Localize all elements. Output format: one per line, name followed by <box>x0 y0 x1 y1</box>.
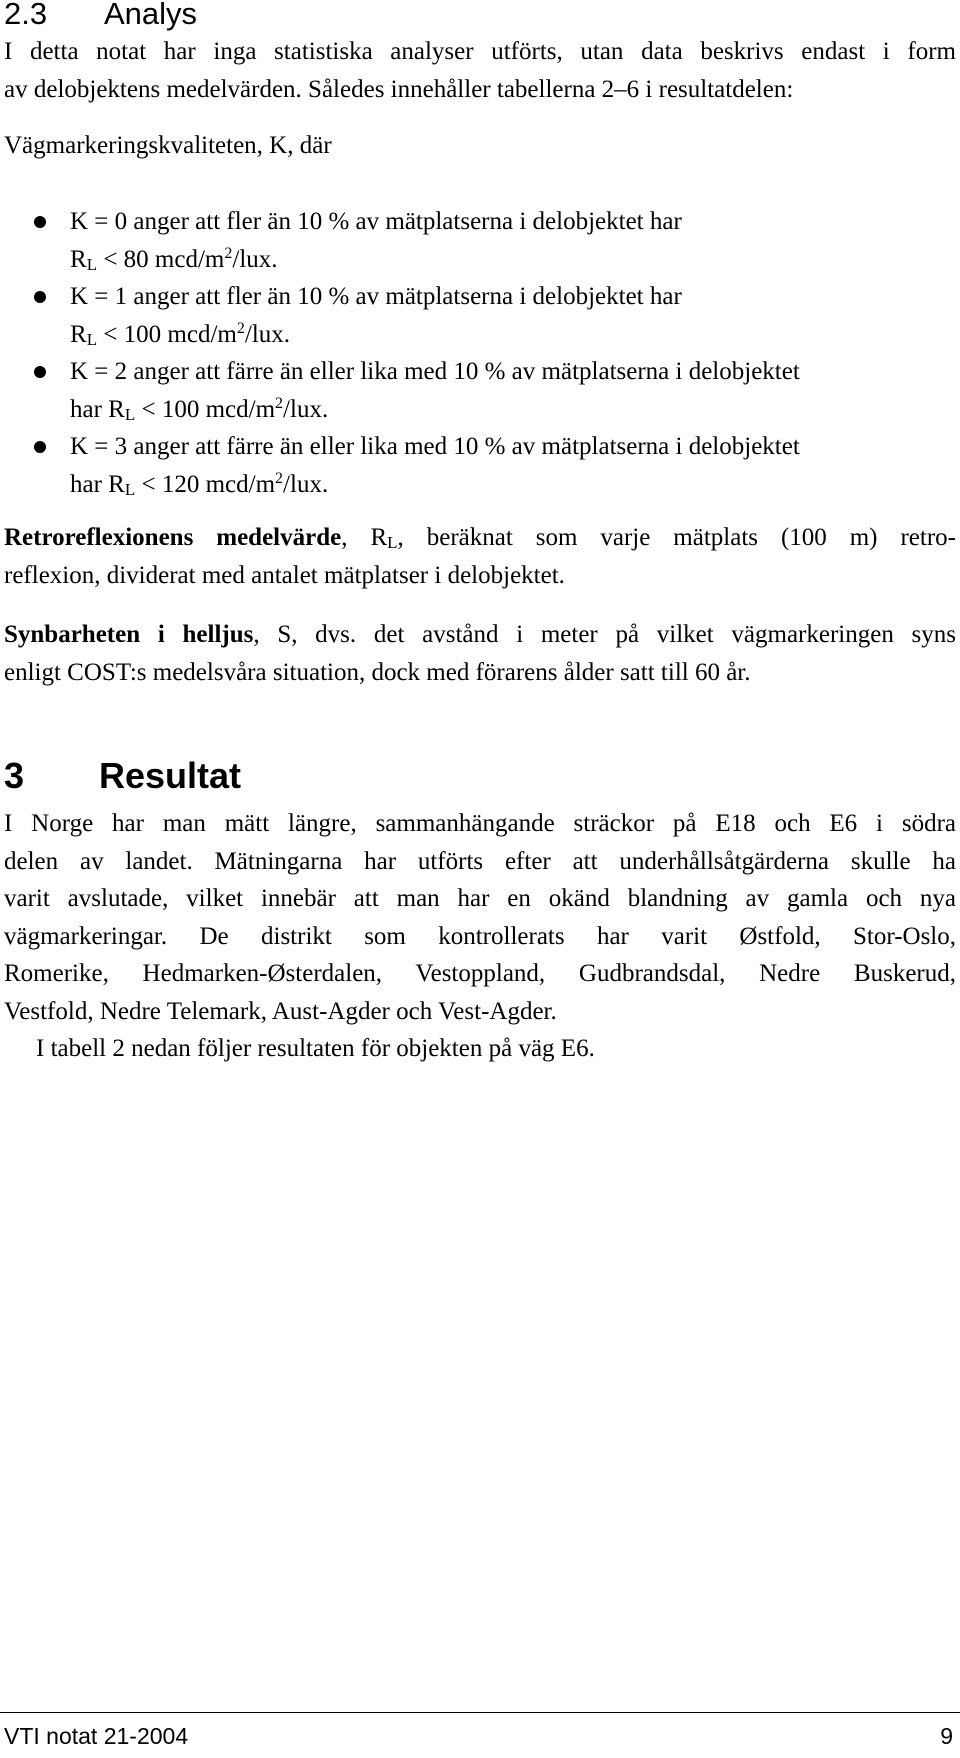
r-subscript: L <box>86 329 98 349</box>
bullet-line-1: K = 2 anger att färre än eller lika med 10 % av mätplatserna i delobjektet <box>70 358 800 385</box>
threshold-value: < 100 mcd/m <box>97 320 237 348</box>
bullet-line-2 <box>70 241 960 279</box>
tabell-line: I tabell 2 nedan följer resultaten för objekten på väg E6. <box>36 1035 595 1062</box>
r-subscript: L <box>124 479 136 499</box>
bullet-icon <box>34 291 46 303</box>
retro-text-b: , beräknat som varje mätplats (100 m) retro- <box>397 524 956 551</box>
retro-line-1 <box>4 519 956 557</box>
threshold-value: < 100 mcd/m <box>135 395 276 423</box>
intro-paragraph <box>4 33 956 108</box>
bullet-line-2 <box>70 391 960 429</box>
section-heading-2-3 <box>4 0 197 34</box>
report-id: VTI notat 21-2004 <box>4 1723 189 1749</box>
bullet-icon <box>34 216 46 228</box>
retro-text-a: , R <box>341 524 388 551</box>
r-symbol: har R <box>70 470 125 498</box>
retro-term: Retroreflexionens medelvärde <box>4 524 342 551</box>
r-subscript: L <box>86 254 98 274</box>
resultat-paragraph <box>4 805 956 1068</box>
superscript: 2 <box>236 319 245 337</box>
retroreflexion-paragraph <box>4 519 956 594</box>
page-footer <box>0 1712 960 1753</box>
bullet-icon <box>34 441 46 453</box>
section-number: 3 <box>4 755 25 796</box>
synbarhet-paragraph <box>4 616 956 691</box>
unit-end: /lux. <box>283 395 329 423</box>
r-symbol: R <box>70 245 87 273</box>
threshold-value: < 120 mcd/m <box>135 470 276 498</box>
section-heading-3 <box>4 754 241 798</box>
resultat-line: I Norge har man mätt längre, sammanhängande sträckor på E18 och E6 i södra <box>4 810 956 837</box>
intro-line-1: I detta notat har inga statistiska analyser utförts, utan data beskrivs endast i form <box>4 38 956 65</box>
synbarhet-text: , S, dvs. det avstånd i meter på vilket vägmarkeringen syns <box>253 621 957 648</box>
unit-end: /lux. <box>232 245 278 273</box>
superscript: 2 <box>275 469 284 487</box>
k-bullet-list <box>0 203 960 503</box>
unit-end: /lux. <box>283 470 329 498</box>
synbarhet-line-1 <box>4 616 956 654</box>
section-title: Analys <box>104 0 198 31</box>
synbarhet-term: Synbarheten i helljus <box>4 621 254 648</box>
page-number: 9 <box>940 1723 953 1749</box>
resultat-line: Romerike, Hedmarken-Østerdalen, Vestoppland, Gudbrandsdal, Nedre Buskerud, <box>4 960 956 987</box>
superscript: 2 <box>224 244 233 262</box>
unit-end: /lux. <box>244 320 291 348</box>
r-symbol: R <box>70 320 87 348</box>
resultat-line: delen av landet. Mätningarna har utförts efter att underhållsåtgärderna skulle ha <box>4 847 956 875</box>
resultat-line: varit avslutade, vilket innebär att man har en okänd blandning av gamla och nya <box>4 885 956 912</box>
r-subscript: L <box>387 533 398 552</box>
resultat-line: vägmarkeringar. De distrikt som kontrollerats har varit Østfold, Stor-Oslo, <box>4 922 956 950</box>
section-number: 2.3 <box>4 0 48 31</box>
bullet-line-2 <box>70 466 960 504</box>
resultat-line: Vestfold, Nedre Telemark, Aust-Agder och Vest-Agder. <box>4 997 557 1025</box>
k-bullet-item <box>0 278 960 353</box>
k-bullet-item <box>0 203 960 278</box>
superscript: 2 <box>275 394 284 412</box>
synbarhet-line-2: enligt COST:s medelsvåra situation, dock med förarens ålder satt till 60 år. <box>4 658 751 686</box>
k-definition <box>4 127 956 165</box>
bullet-line-1: K = 1 anger att fler än 10 % av mätplatserna i delobjektet har <box>70 283 682 310</box>
r-symbol: har R <box>70 395 125 423</box>
bullet-icon <box>34 366 46 378</box>
k-bullet-item <box>0 428 960 503</box>
k-definition-text: Vägmarkeringskvaliteten, K, där <box>4 132 332 159</box>
threshold-value: < 80 mcd/m <box>97 245 225 273</box>
intro-line-2: av delobjektens medelvärden. Således innehåller tabellerna 2–6 i resultatdelen: <box>4 75 794 103</box>
bullet-line-1: K = 3 anger att färre än eller lika med 10 % av mätplatserna i delobjektet <box>70 433 800 460</box>
r-subscript: L <box>124 404 136 424</box>
retro-line-2: reflexion, dividerat med antalet mätplatser i delobjektet. <box>4 561 565 589</box>
k-bullet-item <box>0 353 960 428</box>
section-title: Resultat <box>99 755 242 796</box>
bullet-line-2 <box>70 316 960 354</box>
bullet-line-1: K = 0 anger att fler än 10 % av mätplatserna i delobjektet har <box>70 208 682 235</box>
